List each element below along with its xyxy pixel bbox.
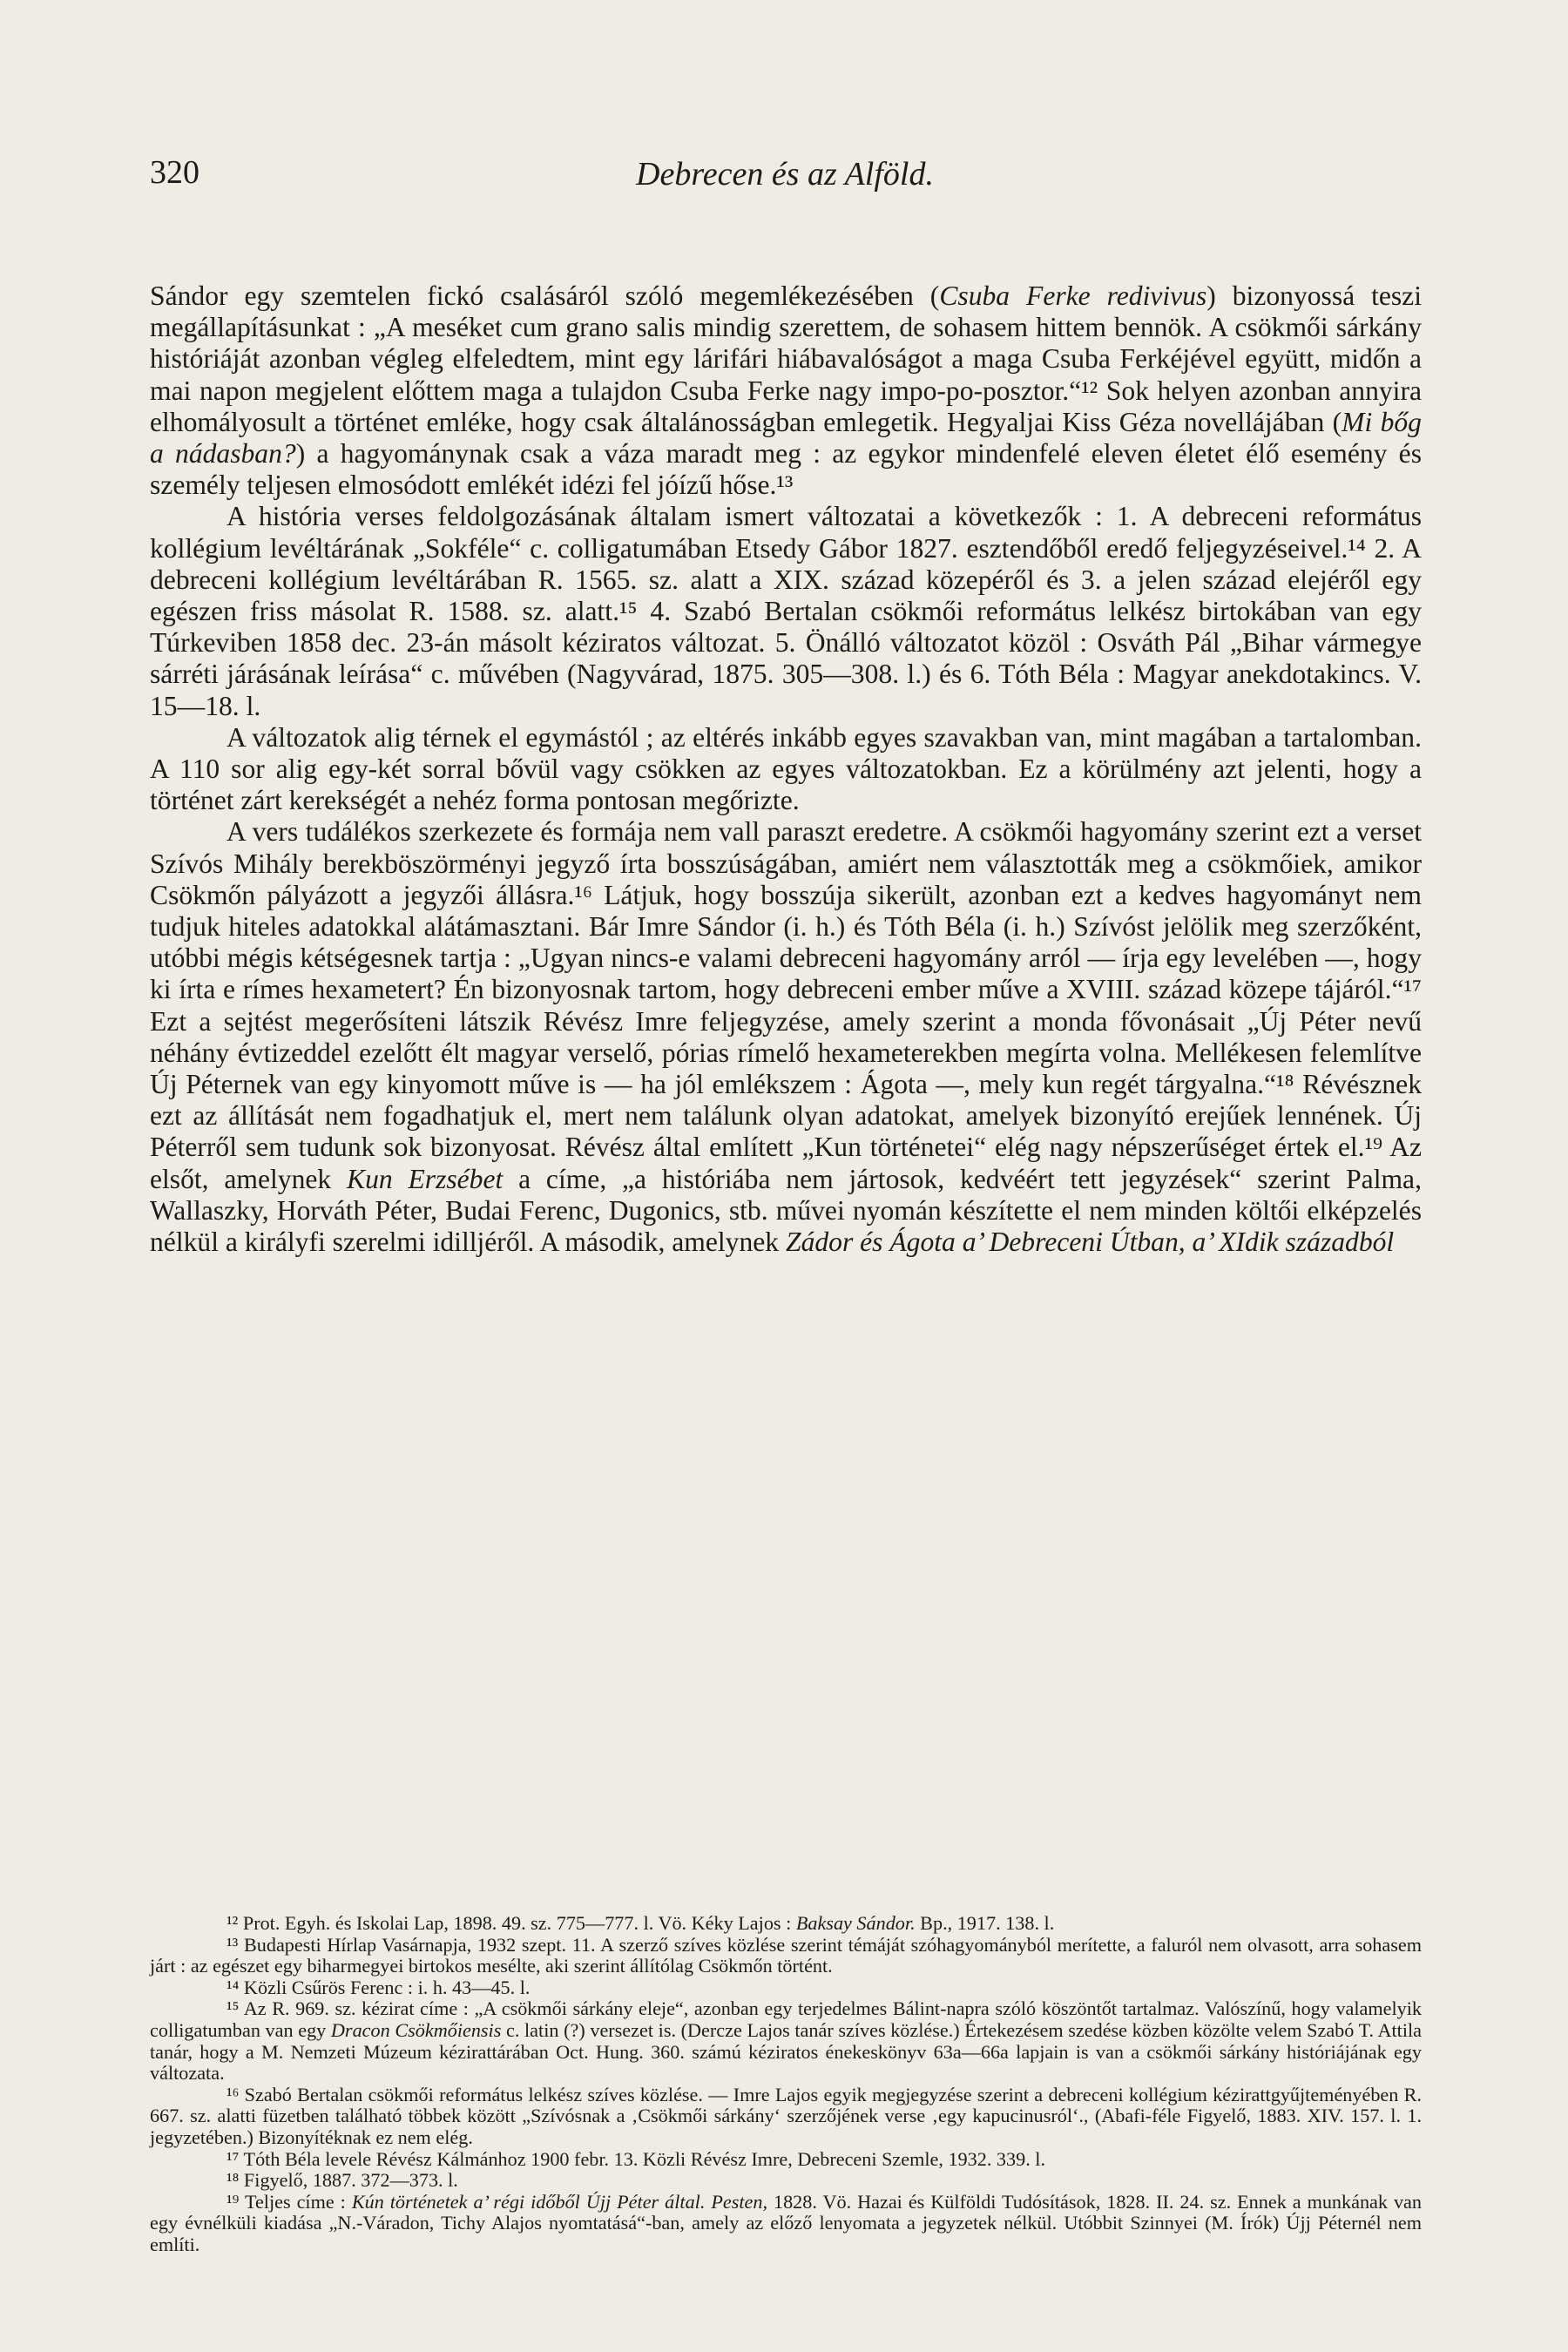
- footnote-16: ¹⁶ Szabó Bertalan csökmői református lelkész szíves közlése. — Imre Lajos egyik megjegyzése szerint a debreceni kollégium kézirattgyűjteményében R. 667. sz. alatti füzetben található többek között „Szívósnak a ‚Csökmői sárkány‘ szerzőjének verse ‚egy kapucinusról‘., (Abafi-féle Figyelő, 1883. XIV. 157. l. 1. jegyzetében.) Bizonyítéknak ez nem elég.: [150, 2083, 1422, 2148]
- italic-title: Csuba Ferke redivivus: [939, 280, 1207, 311]
- footnotes: [150, 1913, 1422, 2256]
- page-header: [150, 153, 1420, 206]
- italic-title: Kun Erzsébet: [347, 1163, 504, 1194]
- running-title: Debrecen és az Alföld.: [636, 156, 934, 193]
- paragraph-3: A változatok alig térnek el egymástól ; az eltérés inkább egyes szavakban van, mint magában a tartalomban. A 110 sor alig egy-két sorral bővül vagy csökken az egyes változatokban. Ez a körülmény azt jelenti, hogy a történet zárt kerekségét a nehéz forma pontosan megőrizte.: [150, 721, 1422, 816]
- page-number: 320: [150, 154, 199, 191]
- paragraph-1: Sándor egy szemtelen fickó csalásáról szóló megemlékezésében (Csuba Ferke redivivus) bizonyossá teszi megállapításunkat : „A meséket cum grano salis mindig szerettem, de sohasem hittem bennök. A csökmői sárkány históriáját azonban végleg elfeledtem, mint egy lárifári hiábavalóságot a maga Csuba Ferkéjével együtt, midőn a mai napon megjelent előttem maga a tulajdon Csuba Ferke nagy impo-po-posztor.“¹² Sok helyen azonban annyira elhomályosult a történet emléke, hogy csak általánosságban emlegetik. Hegyaljai Kiss Géza novellájában (Mi bőg a nádasban?) a hagyománynak csak a váza maradt meg : az egykor mindenfelé eleven életet élő esemény és személy teljesen elmosódott emlékét idézi fel jóízű hőse.¹³: [150, 280, 1422, 501]
- footnote-19: ¹⁹ Teljes címe : Kún történetek a’ régi időből Újj Péter által. Pesten, 1828. Vö. Hazai és Külföldi Tudósítások, 1828. II. 24. sz. Ennek a munkának van egy évnélküli kiadása „N.-Váradon, Tichy Alajos nyomtatásá“-ban, amely az előző lenyomata a jegyzetek nélkül. Utóbbit Szinnyei (M. Írók) Újj Péternél nem említi.: [150, 2190, 1422, 2255]
- body-text: [150, 280, 1422, 1258]
- footnote-17: ¹⁷ Tóth Béla levele Révész Kálmánhoz 1900 febr. 13. Közli Révész Imre, Debreceni Szemle, 1932. 339. l.: [226, 2147, 1046, 2170]
- footnote-15: ¹⁵ Az R. 969. sz. kézirat címe : „A csökmői sárkány eleje“, azonban egy terjedelmes Bálint-napra szóló köszöntőt tartalmaz. Valószínű, hogy valamelyik colligatumban van egy Dracon Csökmőiensis c. latin (?) versezet is. (Dercze Lajos tanár szíves közlése.) Értekezésem szedése közben közölte velem Szabó T. Attila tanár, hogy a M. Nemzeti Múzeum kézirattárában Oct. Hung. 360. számú kéziratos énekeskönyv 63a—66a lapjain is van a csökmői sárkány históriájának egy változata.: [150, 1997, 1422, 2085]
- italic-title: Zádor és Ágota a’ Debreceni Útban, a’ XIdik századból: [786, 1227, 1395, 1258]
- paragraph-2: A história verses feldolgozásának általam ismert változatai a következők : 1. A debreceni református kollégium levéltárának „Sokféle“ c. colligatumában Etsedy Gábor 1827. esztendőből eredő feljegyzéseivel.¹⁴ 2. A debreceni kollégium levéltárában R. 1565. sz. alatt a XIX. század közepéről és 3. a jelen század elejéről egy egészen friss másolat R. 1588. sz. alatt.¹⁵ 4. Szabó Bertalan csökmői református lelkész birtokában van egy Túrkeviben 1858 dec. 23-án másolt kéziratos változat. 5. Önálló változatot közöl : Osváth Pál „Bihar vármegye sárréti járásának leírása“ c. művében (Nagyvárad, 1875. 305—308. l.) és 6. Tóth Béla : Magyar anekdotakincs. V. 15—18. l.: [150, 501, 1422, 721]
- footnote-14: ¹⁴ Közli Csűrös Ferenc : i. h. 43—45. l.: [226, 1976, 531, 1998]
- footnote-13: ¹³ Budapesti Hírlap Vasárnapja, 1932 szept. 11. A szerző szíves közlése szerint témáját szóhagyományból merítette, a faluról nem olvasott, arra sohasem járt : az egészet egy biharmegyei birtokos mesélte, aki szerint állítólag Csökmőn történt.: [150, 1933, 1422, 1977]
- footnote-12: ¹² Prot. Egyh. és Iskolai Lap, 1898. 49. sz. 775—777. l. Vö. Kéky Lajos : Baksay Sándor. Bp., 1917. 138. l.: [226, 1912, 1055, 1934]
- paragraph-4: A vers tudálékos szerkezete és formája nem vall paraszt eredetre. A csökmői hagyomány szerint ezt a verset Szívós Mihály berekböszörményi jegyző írta bosszúságában, amiért nem választották meg a csökmőiek, amikor Csökmőn pályázott a jegyzői állásra.¹⁶ Látjuk, hogy bosszúja sikerült, azonban ezt a kedves hagyományt nem tudjuk hiteles adatokkal alátámasztani. Bár Imre Sándor (i. h.) és Tóth Béla (i. h.) Szívóst jelölik meg szerzőként, utóbbi mégis kétségesnek tartja : „Ugyan nincs-e valami debreceni hagyomány arról — írja egy levelében —, hogy ki írta e rímes hexametert? Én bizonyosnak tartom, hogy debreceni ember műve a XVIII. század közepe tájáról.“¹⁷ Ezt a sejtést megerősíteni látszik Révész Imre feljegyzése, amely szerint a monda fővonásait „Új Péter nevű néhány évtizeddel ezelőtt élt magyar verselő, pórias rímelő hexameterekben megírta volna. Mellékesen felemlítve Új Péternek van egy kinyomott műve is — ha jól emlékszem : Ágota —, mely kun regét tárgyalna.“¹⁸ Révésznek ezt az állítását nem fogadhatjuk el, mert nem találunk olyan adatokat, amelyek bizonyító erejűek lennének. Új Péterről sem tudunk sok bizonyosat. Révész által említett „Kun történetei“ elég nagy népszerűséget értek el.¹⁹ Az elsőt, amelynek Kun Erzsébet a címe, „a históriába nem jártosok, kedvéért tett jegyzések“ szerint Palma, Wallaszky, Horváth Péter, Budai Ferenc, Dugonics, stb. művei nyomán készítette el nem minden költői elképzelés nélkül a királyfi szerelmi idilljéről. A második, amelynek Zádor és Ágota a’ Debreceni Útban, a’ XIdik századból: [150, 816, 1422, 1258]
- footnote-18: ¹⁸ Figyelő, 1887. 372—373. l.: [226, 2169, 458, 2192]
- italic-title: Mi bőg a nádasban?: [150, 406, 1422, 470]
